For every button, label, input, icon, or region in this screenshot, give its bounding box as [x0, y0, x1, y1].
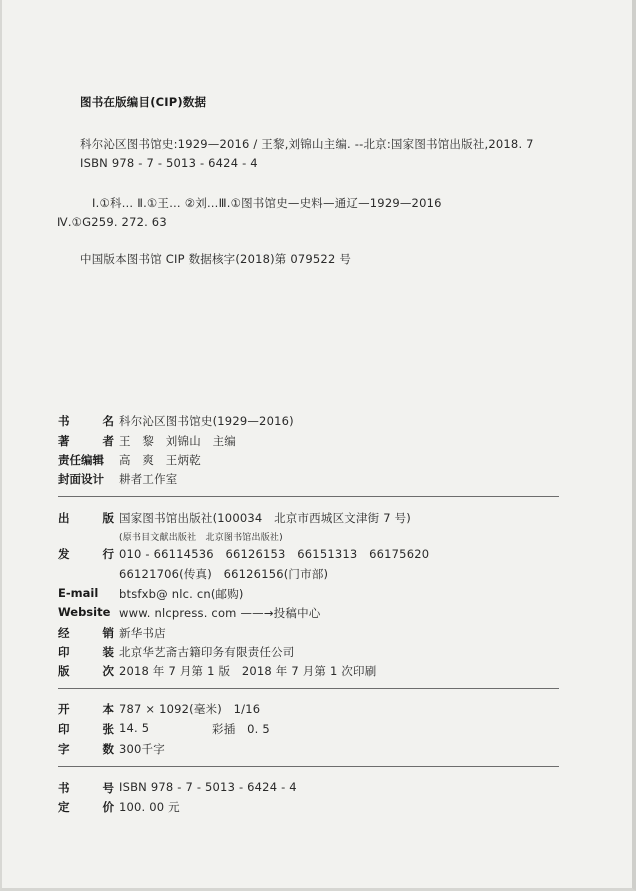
sheets-label-a: 印	[58, 722, 70, 736]
authors-value: 王 黎 刘锦山 主编	[119, 434, 236, 448]
edition-label-a: 版	[58, 664, 70, 678]
title-value: 科尔沁区图书馆史(1929—2016)	[119, 414, 294, 428]
edition-label	[58, 663, 114, 679]
cip-subject-line2: Ⅳ.①G259. 272. 63	[57, 215, 167, 229]
cover-label: 封面设计	[58, 472, 104, 486]
size-label	[58, 701, 114, 717]
words-label-b: 数	[102, 742, 114, 756]
seller-label-b: 销	[102, 626, 114, 640]
seller-value: 新华书店	[119, 626, 166, 640]
sheets-label	[58, 721, 114, 737]
distribution-label-b: 行	[102, 547, 114, 561]
cip-subject-line1: Ⅰ.①科… Ⅱ.①王… ②刘…Ⅲ.①图书馆史—史料—通辽—1929—2016	[92, 196, 442, 210]
size-value: 787 × 1092(毫米) 1/16	[119, 702, 261, 716]
publisher-label-a: 出	[58, 511, 70, 525]
distribution-label	[58, 546, 114, 562]
printer-label-b: 装	[102, 645, 114, 659]
size-label-b: 本	[102, 702, 114, 716]
size-label-a: 开	[58, 702, 70, 716]
website-label: Website	[58, 605, 111, 619]
authors-label	[58, 433, 114, 449]
isbn-value: ISBN 978 - 7 - 5013 - 6424 - 4	[119, 780, 297, 794]
price-value: 100. 00 元	[119, 800, 180, 814]
authors-label-b: 者	[102, 434, 114, 448]
title-label	[58, 413, 114, 429]
edition-label-b: 次	[102, 664, 114, 678]
words-label-a: 字	[58, 742, 70, 756]
sheets-value: 14. 5	[119, 721, 150, 735]
editor-value: 高 爽 王炳乾	[119, 453, 201, 467]
seller-label-a: 经	[58, 626, 70, 640]
cover-value: 耕者工作室	[119, 472, 178, 486]
words-value: 300千字	[119, 742, 165, 756]
divider-3	[58, 766, 559, 767]
email-value: btsfxb@ nlc. cn(邮购)	[119, 587, 244, 601]
distribution-fax: 66121706(传真) 66126156(门市部)	[119, 567, 329, 581]
price-label-b: 价	[102, 800, 114, 814]
edition-value: 2018 年 7 月第 1 版 2018 年 7 月第 1 次印刷	[119, 664, 377, 678]
website-value: www. nlcpress. com ——→投稿中心	[119, 606, 321, 620]
price-label-a: 定	[58, 800, 70, 814]
distribution-label-a: 发	[58, 547, 70, 561]
cip-entry-line2: ISBN 978 - 7 - 5013 - 6424 - 4	[80, 156, 258, 170]
isbn-label-b: 号	[102, 781, 114, 795]
authors-label-a: 著	[58, 434, 70, 448]
printer-value: 北京华艺斋古籍印务有限责任公司	[119, 645, 295, 659]
divider-1	[58, 496, 559, 497]
printer-label	[58, 644, 114, 660]
cip-approval: 中国版本图书馆 CIP 数据核字(2018)第 079522 号	[80, 252, 352, 266]
title-label-b: 名	[102, 414, 114, 428]
divider-2	[58, 688, 559, 689]
distribution-phones: 010 - 66114536 66126153 66151313 66175620	[119, 547, 430, 561]
publisher-label	[58, 510, 114, 526]
color-plates-value: 彩插 0. 5	[212, 722, 270, 736]
isbn-label-a: 书	[58, 781, 70, 795]
title-label-a: 书	[58, 414, 70, 428]
sheets-label-b: 张	[102, 722, 114, 736]
cip-heading: 图书在版编目(CIP)数据	[80, 95, 207, 109]
printer-label-a: 印	[58, 645, 70, 659]
publisher-label-b: 版	[102, 511, 114, 525]
editor-label: 责任编辑	[58, 453, 104, 467]
publisher-value: 国家图书馆出版社(100034 北京市西城区文津街 7 号)	[119, 511, 411, 525]
publisher-note: (原书目文献出版社 北京图书馆出版社)	[119, 533, 283, 543]
price-label	[58, 799, 114, 815]
cip-entry-line1: 科尔沁区图书馆史:1929—2016 / 王黎,刘锦山主编. --北京:国家图书馆出版社,2018. 7	[80, 137, 534, 151]
words-label	[58, 741, 114, 757]
email-label: E-mail	[58, 586, 99, 600]
seller-label	[58, 625, 114, 641]
isbn-label	[58, 780, 114, 796]
